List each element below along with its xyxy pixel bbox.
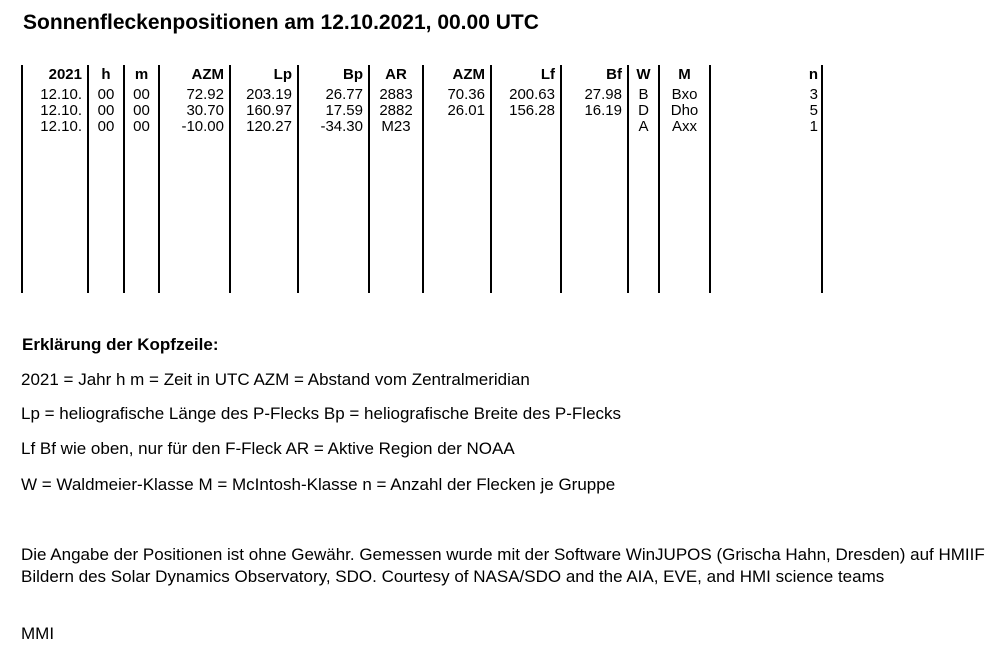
table-cell: 12.10. <box>40 86 82 103</box>
column-header: W <box>636 66 651 83</box>
table-cell: 00 <box>133 118 150 135</box>
column-header: AR <box>385 66 407 83</box>
column-header: AZM <box>191 66 224 83</box>
table-cell: 16.19 <box>584 102 622 119</box>
table-cell: 72.92 <box>186 86 224 103</box>
column-header: AZM <box>452 66 485 83</box>
table-cell: M23 <box>381 118 411 135</box>
table-cell: 00 <box>133 86 150 103</box>
column-header: Bp <box>343 66 363 83</box>
legend-line: 2021 = Jahr h m = Zeit in UTC AZM = Abstand vom Zentralmeridian <box>21 370 530 389</box>
table-cell: 27.98 <box>584 86 622 103</box>
table-cell: 26.01 <box>447 102 485 119</box>
column-header: Bf <box>606 66 622 83</box>
table-cell: 5 <box>809 102 818 119</box>
column-divider <box>821 65 823 293</box>
table-cell: 12.10. <box>40 118 82 135</box>
legend-line: W = Waldmeier-Klasse M = McIntosh-Klasse n = Anzahl der Flecken je Gruppe <box>21 475 616 494</box>
column-header: 2021 <box>48 66 82 83</box>
disclaimer-text: Die Angabe der Positionen ist ohne Gewähr. Gemessen wurde mit der Software WinJUPOS (Grischa Hahn, Dresden) auf HMIIF Bildern des Solar Dynamics Observatory, SDO. Courtesy of NASA/SDO and the AIA, EVE, and HMI science teams <box>21 545 985 586</box>
legend-title: Erklärung der Kopfzeile: <box>22 335 219 354</box>
table-cell: 203.19 <box>246 86 292 103</box>
sunspot-table <box>21 65 826 293</box>
column-header: m <box>134 66 149 83</box>
table-cell: Axx <box>671 118 697 135</box>
table-cell: 26.77 <box>325 86 363 103</box>
table-cell: 156.28 <box>509 102 555 119</box>
table-cell: -34.30 <box>320 118 363 135</box>
legend-line: Lp = heliografische Länge des P-Flecks Bp = heliografische Breite des P-Flecks <box>21 404 622 423</box>
table-cell: 00 <box>97 102 115 119</box>
table-cell: A <box>638 118 649 135</box>
table-cell: D <box>638 102 649 119</box>
table-cell: 17.59 <box>325 102 363 119</box>
signature: MMI <box>21 624 55 643</box>
column-header: h <box>101 66 111 83</box>
table-cell: Bxo <box>671 86 698 103</box>
table-cell: 160.97 <box>246 102 292 119</box>
table-cell: 30.70 <box>186 102 224 119</box>
table-cell: 120.27 <box>246 118 292 135</box>
page-title: Sonnenfleckenpositionen am 12.10.2021, 00.00 UTC <box>23 11 539 34</box>
table-cell: Dho <box>670 102 699 119</box>
column-header: Lf <box>540 66 555 83</box>
table-cell: 3 <box>809 86 818 103</box>
table-cell: 00 <box>97 118 115 135</box>
column-header: Lp <box>273 66 292 83</box>
table-cell: 2883 <box>379 86 413 103</box>
legend-line: Lf Bf wie oben, nur für den F-Fleck AR = Aktive Region der NOAA <box>21 439 515 458</box>
table-cell: -10.00 <box>181 118 224 135</box>
table-cell: 00 <box>133 102 150 119</box>
column-header: M <box>678 66 691 83</box>
table-cell: 70.36 <box>447 86 485 103</box>
table-cell: 200.63 <box>509 86 555 103</box>
table-cell: 1 <box>809 118 818 135</box>
table-cell: 00 <box>97 86 115 103</box>
column-header: n <box>808 66 818 83</box>
table-cell: B <box>638 86 649 103</box>
table-cell: 12.10. <box>40 102 82 119</box>
table-cell: 2882 <box>379 102 413 119</box>
